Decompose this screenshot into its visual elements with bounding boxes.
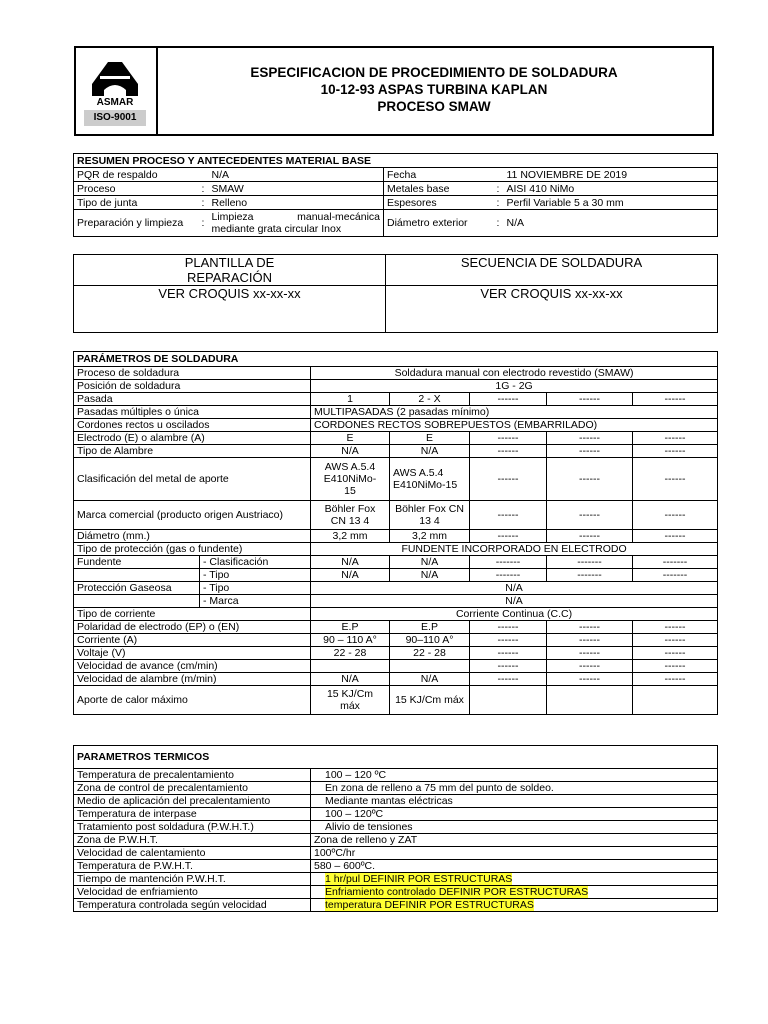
row-value: 100ºC/hr: [311, 847, 718, 860]
cell: -------: [547, 569, 633, 582]
cell: ------: [633, 432, 718, 445]
cell: ------: [633, 621, 718, 634]
row-value: 100 – 120ºC: [311, 808, 718, 821]
cell: ------: [633, 393, 718, 406]
row-label: Proceso: [74, 182, 199, 196]
row-value: N/A: [209, 168, 384, 182]
title-line-3: PROCESO SMAW: [377, 99, 491, 114]
cell: -------: [547, 556, 633, 569]
row-value: En zona de relleno a 75 mm del punto de soldeo.: [311, 782, 718, 795]
row-label: Tratamiento post soldadura (P.W.H.T.): [74, 821, 311, 834]
row-value: N/A: [311, 595, 718, 608]
table-row: [74, 647, 718, 660]
row-value: [311, 899, 718, 912]
document-header: [74, 46, 714, 136]
row-label: Clasificación del metal de aporte: [74, 458, 311, 501]
cell: ------: [633, 501, 718, 530]
cell: ------: [633, 634, 718, 647]
cell: -------: [633, 556, 718, 569]
value-text: 1 hr/pul: [325, 873, 363, 885]
cell: N/A: [311, 556, 390, 569]
row-label: Tiempo de mantención P.W.H.T.: [74, 873, 311, 886]
separator: :: [494, 210, 504, 237]
row-label: Voltaje (V): [74, 647, 311, 660]
cell: ------: [470, 647, 547, 660]
row-value: Corriente Continua (C.C): [311, 608, 718, 621]
cell: 1: [311, 393, 390, 406]
row-label: Proceso de soldadura: [74, 367, 311, 380]
cell: ------: [470, 458, 547, 501]
table-row: [74, 582, 718, 595]
row-label: Metales base: [384, 182, 494, 196]
row-value: 580 – 600ºC.: [311, 860, 718, 873]
table-row: [74, 782, 718, 795]
table-row: [74, 660, 718, 673]
cell: ------: [633, 673, 718, 686]
cell: ------: [633, 530, 718, 543]
logo-panel: [76, 48, 158, 134]
cell: 90–110 A°: [390, 634, 470, 647]
title-line-2: 10-12-93 ASPAS TURBINA KAPLAN: [320, 82, 548, 97]
iso-badge: ISO-9001: [84, 110, 146, 126]
cell: ------: [470, 432, 547, 445]
cell: ------: [547, 432, 633, 445]
table-row: [74, 569, 718, 582]
row-value: MULTIPASADAS (2 pasadas mínimo): [311, 406, 718, 419]
cell: -------: [470, 569, 547, 582]
cell-line: 15: [344, 485, 356, 497]
cell: N/A: [311, 569, 390, 582]
row-value: Soldadura manual con electrodo revestido (SMAW): [311, 367, 718, 380]
row-label: Cordones rectos u oscilados: [74, 419, 311, 432]
table-row: [74, 673, 718, 686]
cell: E: [390, 432, 470, 445]
row-value: 1G - 2G: [311, 380, 718, 393]
table-row: [74, 445, 718, 458]
parametros-table: [73, 351, 718, 715]
cell-line: E410NiMo-15: [393, 479, 458, 491]
row-label: Fecha: [384, 168, 494, 182]
cell: 3,2 mm: [311, 530, 390, 543]
cell: ------: [470, 634, 547, 647]
cell: [311, 458, 390, 501]
row-label: Espesores: [384, 196, 494, 210]
cell: ------: [547, 673, 633, 686]
table-row: [74, 458, 718, 501]
row-value: AISI 410 NiMo: [504, 182, 718, 196]
cell: ------: [470, 673, 547, 686]
cell-line: AWS A.5.4: [393, 467, 444, 479]
asmar-logo-icon: [90, 60, 140, 96]
table-row: [74, 543, 718, 556]
row-label: Corriente (A): [74, 634, 311, 647]
cell: [311, 686, 390, 715]
table-row: [74, 393, 718, 406]
separator: :: [199, 210, 209, 237]
table-row: [74, 769, 718, 782]
cell: [390, 501, 470, 530]
row-value: [209, 210, 384, 237]
secuencia-title: SECUENCIA DE SOLDADURA: [386, 255, 718, 286]
table-row: [74, 182, 718, 196]
row-sublabel: - Tipo: [200, 569, 311, 582]
table-row: [74, 380, 718, 393]
cell: ------: [547, 530, 633, 543]
separator: :: [494, 196, 504, 210]
termicos-table: [73, 745, 718, 912]
row-label: Marca comercial (producto origen Austriaco): [74, 501, 311, 530]
table-row: [74, 501, 718, 530]
row-label: Velocidad de avance (cm/min): [74, 660, 311, 673]
cell: 2 - X: [390, 393, 470, 406]
cell: E: [311, 432, 390, 445]
row-value: N/A: [504, 210, 718, 237]
row-label: Polaridad de electrodo (EP) o (EN): [74, 621, 311, 634]
row-label: Tipo de junta: [74, 196, 199, 210]
title-line-1: ESPECIFICACION DE PROCEDIMIENTO DE SOLDADURA: [250, 65, 618, 80]
cell-line: E410NiMo-: [323, 473, 377, 485]
table-row: [74, 847, 718, 860]
cell: [311, 660, 390, 673]
cell: ------: [470, 501, 547, 530]
row-value: Relleno: [209, 196, 384, 210]
document-title: [156, 64, 712, 115]
cell: N/A: [311, 673, 390, 686]
cell: 90 – 110 A°: [311, 634, 390, 647]
plantilla-title-line: PLANTILLA DE: [184, 255, 275, 270]
row-label: Tipo de corriente: [74, 608, 311, 621]
cell: ------: [470, 445, 547, 458]
row-value: N/A: [311, 582, 718, 595]
row-label: Tipo de protección (gas o fundente): [74, 543, 311, 556]
row-label: Zona de control de precalentamiento: [74, 782, 311, 795]
table-row: [74, 873, 718, 886]
separator: :: [199, 196, 209, 210]
row-label: Protección Gaseosa: [74, 582, 200, 595]
row-value: [311, 886, 718, 899]
cell: N/A: [311, 445, 390, 458]
row-label: PQR de respaldo: [74, 168, 199, 182]
row-label: Velocidad de alambre (m/min): [74, 673, 311, 686]
row-label: Zona de P.W.H.T.: [74, 834, 311, 847]
cell: ------: [470, 660, 547, 673]
cell-line: 15 KJ/Cm: [326, 688, 374, 700]
row-label: Velocidad de enfriamiento: [74, 886, 311, 899]
highlight-note: DEFINIR POR ESTRUCTURAS: [438, 886, 589, 898]
row-value: Alivio de tensiones: [311, 821, 718, 834]
table-row: [74, 210, 718, 237]
row-label: Temperatura controlada según velocidad: [74, 899, 311, 912]
cell-line: CN 13 4: [330, 515, 370, 527]
table-row: [74, 530, 718, 543]
value-text: Enfriamiento controlado: [325, 886, 439, 898]
table-row: [74, 860, 718, 873]
row-label: [74, 595, 200, 608]
table-row: [74, 621, 718, 634]
separator: [199, 168, 209, 182]
row-label: Electrodo (E) o alambre (A): [74, 432, 311, 445]
table-row: [74, 808, 718, 821]
row-label: Temperatura de interpase: [74, 808, 311, 821]
cell: ------: [633, 647, 718, 660]
cell: ------: [633, 660, 718, 673]
table-row: [74, 595, 718, 608]
row-sublabel: - Tipo: [200, 582, 311, 595]
cell: ------: [547, 634, 633, 647]
value-text: temperatura: [325, 899, 385, 911]
table-row: [74, 634, 718, 647]
row-label: Diámetro exterior: [384, 210, 494, 237]
termicos-heading: PARAMETROS TERMICOS: [74, 746, 718, 769]
table-row: [74, 367, 718, 380]
row-label: Pasadas múltiples o única: [74, 406, 311, 419]
cell-line: AWS A.5.4: [324, 461, 376, 473]
table-row: [74, 196, 718, 210]
cell: E.P: [311, 621, 390, 634]
row-label: Fundente: [74, 556, 200, 569]
row-value: CORDONES RECTOS SOBREPUESTOS (EMBARRILADO): [311, 419, 718, 432]
cell: N/A: [390, 569, 470, 582]
separator: :: [494, 182, 504, 196]
table-row: [74, 886, 718, 899]
cell: 22 - 28: [311, 647, 390, 660]
cell: -------: [470, 556, 547, 569]
cell: [633, 686, 718, 715]
row-label: Preparación y limpieza: [74, 210, 199, 237]
cell-line: 13 4: [419, 515, 440, 527]
cell: ------: [470, 621, 547, 634]
secuencia-ref: VER CROQUIS xx-xx-xx: [386, 286, 718, 333]
row-value: Zona de relleno y ZAT: [311, 834, 718, 847]
row-label: Temperatura de precalentamiento: [74, 769, 311, 782]
row-sublabel: - Marca: [200, 595, 311, 608]
row-label: Temperatura de P.W.H.T.: [74, 860, 311, 873]
resumen-table: [73, 153, 718, 237]
resumen-heading: RESUMEN PROCESO Y ANTECEDENTES MATERIAL BASE: [74, 154, 718, 168]
cell: N/A: [390, 445, 470, 458]
cell: ------: [547, 501, 633, 530]
row-label: Medio de aplicación del precalentamiento: [74, 795, 311, 808]
separator: :: [199, 182, 209, 196]
table-row: [74, 168, 718, 182]
cell: E.P: [390, 621, 470, 634]
cell: N/A: [390, 673, 470, 686]
cell: 22 - 28: [390, 647, 470, 660]
cell: [311, 501, 390, 530]
cell: [390, 660, 470, 673]
table-row: [74, 406, 718, 419]
table-row: [74, 795, 718, 808]
row-value: Perfil Variable 5 a 30 mm: [504, 196, 718, 210]
separator: [494, 168, 504, 182]
cell: -------: [633, 569, 718, 582]
cell: ------: [547, 660, 633, 673]
cell: ------: [547, 458, 633, 501]
table-row: [74, 821, 718, 834]
cell: ------: [470, 530, 547, 543]
row-label: Pasada: [74, 393, 311, 406]
plantilla-title: [74, 255, 386, 286]
table-row: [74, 899, 718, 912]
parametros-heading: PARÁMETROS DE SOLDADURA: [74, 352, 718, 367]
row-sublabel: - Clasificación: [200, 556, 311, 569]
table-row: [74, 608, 718, 621]
table-row: [74, 834, 718, 847]
cell-line: Böhler Fox: [324, 503, 376, 515]
row-value: Mediante mantas eléctricas: [311, 795, 718, 808]
row-label: Aporte de calor máximo: [74, 686, 311, 715]
table-row: [74, 556, 718, 569]
cell: N/A: [390, 556, 470, 569]
table-row: [74, 419, 718, 432]
cell: [390, 458, 470, 501]
logo-text: ASMAR: [96, 97, 134, 108]
row-value: 11 NOVIEMBRE DE 2019: [504, 168, 718, 182]
cell: ------: [547, 393, 633, 406]
cell: 15 KJ/Cm máx: [390, 686, 470, 715]
plantilla-ref: VER CROQUIS xx-xx-xx: [74, 286, 386, 333]
cell: ------: [633, 458, 718, 501]
row-value: SMAW: [209, 182, 384, 196]
row-value: [311, 873, 718, 886]
cell: ------: [547, 445, 633, 458]
value-line: Limpieza manual-mecánica: [211, 211, 380, 223]
row-label: Tipo de Alambre: [74, 445, 311, 458]
highlight-note: DEFINIR POR ESTRUCTURAS: [362, 873, 513, 885]
value-line: mediante grata circular Inox: [211, 223, 342, 235]
row-value: 100 – 120 ºC: [311, 769, 718, 782]
highlight-note: DEFINIR POR ESTRUCTURAS: [384, 899, 534, 911]
table-row: [74, 432, 718, 445]
cell: [470, 686, 547, 715]
row-value: FUNDENTE INCORPORADO EN ELECTRODO: [311, 543, 718, 556]
cell-line: máx: [340, 700, 360, 712]
cell: ------: [470, 393, 547, 406]
cell-line: Böhler Fox CN: [395, 503, 464, 515]
plantilla-table: [73, 254, 718, 333]
row-label: Posición de soldadura: [74, 380, 311, 393]
cell: 3,2 mm: [390, 530, 470, 543]
row-label: [74, 569, 200, 582]
row-label: Velocidad de calentamiento: [74, 847, 311, 860]
cell: ------: [547, 621, 633, 634]
cell: ------: [633, 445, 718, 458]
plantilla-title-line: REPARACIÓN: [187, 270, 272, 285]
cell: [547, 686, 633, 715]
row-label: Diámetro (mm.): [74, 530, 311, 543]
table-row: [74, 686, 718, 715]
cell: ------: [547, 647, 633, 660]
